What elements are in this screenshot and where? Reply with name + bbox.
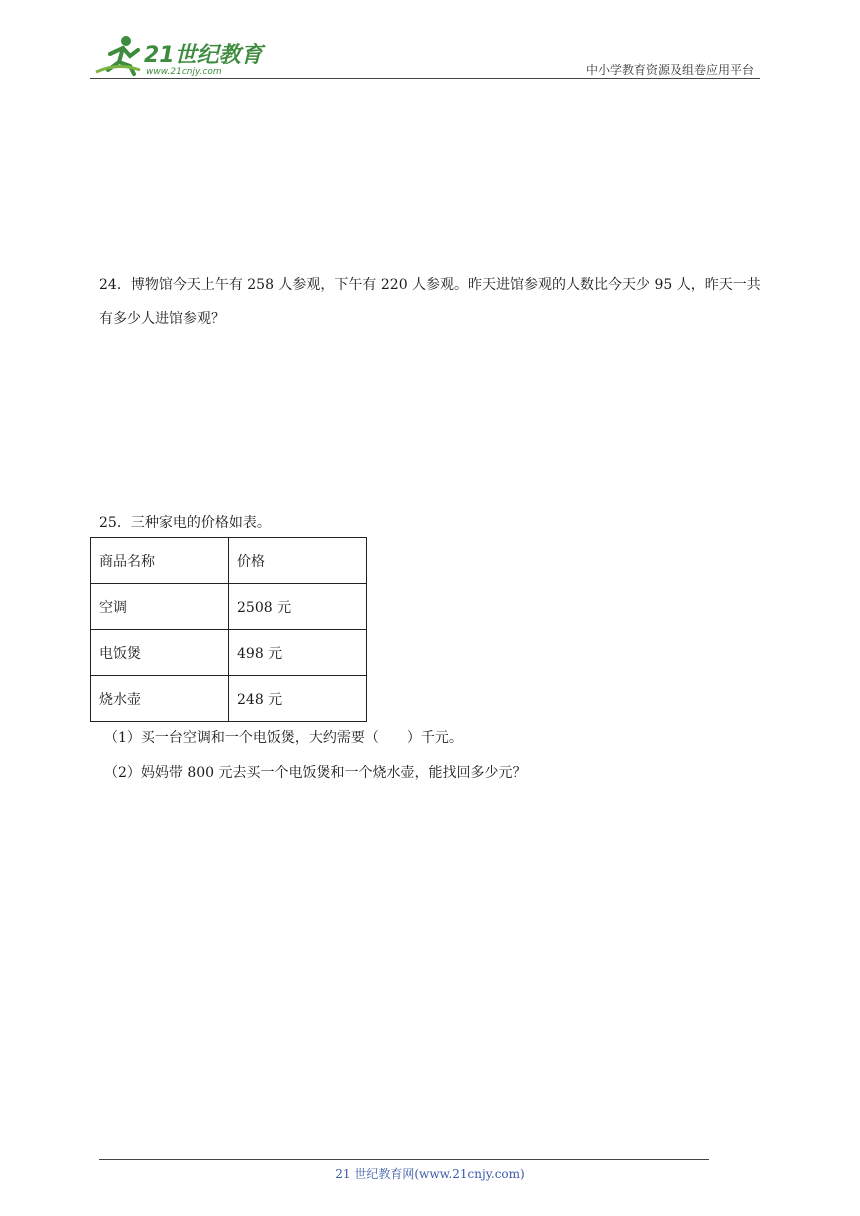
table-cell: 248 元 bbox=[229, 676, 367, 722]
table-row bbox=[91, 630, 367, 676]
footer-text: 21 世纪教育网(www.21cnjy.com) bbox=[335, 1167, 525, 1181]
table-cell: 烧水壶 bbox=[91, 676, 229, 722]
table-cell: 498 元 bbox=[229, 630, 367, 676]
footer-divider bbox=[99, 1159, 709, 1160]
table-row bbox=[91, 676, 367, 722]
question-25-part-1 bbox=[104, 728, 463, 748]
table-cell: 2508 元 bbox=[229, 584, 367, 630]
question-25-part-2: （2）妈妈带 800 元去买一个电饭煲和一个烧水壶，能找回多少元？ bbox=[104, 765, 527, 781]
page-header bbox=[90, 32, 760, 80]
table-header-cell: 商品名称 bbox=[91, 538, 229, 584]
site-logo bbox=[90, 32, 270, 78]
table-row bbox=[91, 584, 367, 630]
question-25-title: 25．三种家电的价格如表。 bbox=[99, 515, 271, 531]
header-platform-text: 中小学教育资源及组卷应用平台 bbox=[585, 63, 754, 77]
table-cell: 空调 bbox=[91, 584, 229, 630]
price-table bbox=[90, 537, 367, 722]
logo-main-text: 21世纪教育 bbox=[144, 43, 263, 68]
table-header-row bbox=[91, 538, 367, 584]
logo-url-text: www.21cnjy.com bbox=[146, 67, 222, 77]
header-divider bbox=[90, 78, 760, 79]
table-header-cell: 价格 bbox=[229, 538, 367, 584]
part-1-text-before: （1）买一台空调和一个电饭煲，大约需要（ bbox=[104, 730, 379, 746]
table-cell: 电饭煲 bbox=[91, 630, 229, 676]
question-24: 24．博物馆今天上午有 258 人参观，下午有 220 人参观。昨天进馆参观的人数比今天少 95 人，昨天一共有多少人进馆参观？ bbox=[99, 277, 761, 327]
part-1-text-after: ）千元。 bbox=[406, 730, 463, 746]
